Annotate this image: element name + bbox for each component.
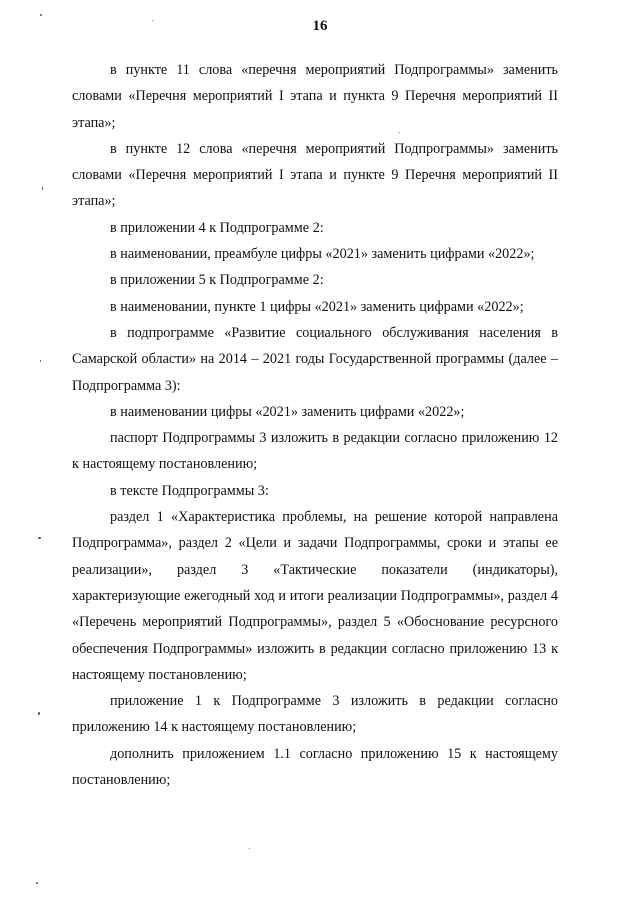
- scan-speck: [38, 537, 41, 539]
- paragraph-sections: раздел 1 «Характеристика проблемы, на решение которой направлена Подпрограмма», раздел 2 «Цели и задачи Подпрограммы, сроки и этапы ее реализации», раздел 3 «Тактические показатели (индикаторы), характеризующие ежегодный ход и итоги реализации Подпрограммы», раздел 4 «Перечень мероприятий Подпрограммы», раздел 5 «Обоснование ресурсного обеспечения Подпрограммы» изложить в редакции согласно приложению 13 к настоящему постановлению;: [72, 509, 558, 683]
- paragraph-name-change: в наименовании цифры «2021» заменить цифрами «2022»;: [110, 403, 465, 420]
- scan-speck: [40, 360, 41, 362]
- paragraph-appendix-5: в приложении 5 к Подпрограмме 2:: [110, 272, 324, 289]
- scan-speck: [38, 712, 40, 715]
- paragraph-item-11-replacement: в пункте 11 слова «перечня мероприятий Подпрограммы» заменить словами «Перечня мероприятий I этапа и пункта 9 Перечня мероприятий II этапа»;: [72, 62, 558, 131]
- paragraph-subprogram-3: в подпрограмме «Развитие социального обслуживания населения в Самарской области» на 2014 – 2021 годы Государственной программы (далее – Подпрограмма 3):: [72, 324, 558, 394]
- paragraph-appendix-4: в приложении 4 к Подпрограмме 2:: [110, 219, 324, 236]
- paragraph-text-subprogram-3: в тексте Подпрограммы 3:: [110, 482, 269, 499]
- scan-speck: [399, 132, 400, 133]
- scan-speck: [42, 187, 43, 190]
- paragraph-appendix-1: приложение 1 к Подпрограмме 3 изложить в редакции согласно приложению 14 к настоящему постановлению;: [72, 693, 558, 736]
- scan-speck: [36, 882, 38, 884]
- paragraph-item-12-replacement: в пункте 12 слова «перечня мероприятий Подпрограммы» заменить словами «Перечня мероприятий I этапа и пункте 9 Перечня мероприятий II этапа»;: [72, 140, 558, 210]
- paragraph-appendix-4-change: в наименовании, преамбуле цифры «2021» заменить цифрами «2022»;: [110, 246, 535, 263]
- paragraph-appendix-1-1: дополнить приложением 1.1 согласно приложению 15 к настоящему постановлению;: [72, 745, 558, 789]
- document-body: [72, 57, 558, 793]
- paragraph-passport: паспорт Подпрограммы 3 изложить в редакции согласно приложению 12 к настоящему постановлению;: [72, 430, 558, 473]
- page-number: 16: [312, 18, 328, 34]
- scan-speck: [40, 14, 42, 16]
- scan-speck: [249, 848, 250, 849]
- scan-speck: [152, 20, 153, 21]
- paragraph-appendix-5-change: в наименовании, пункте 1 цифры «2021» заменить цифрами «2022»;: [110, 298, 524, 315]
